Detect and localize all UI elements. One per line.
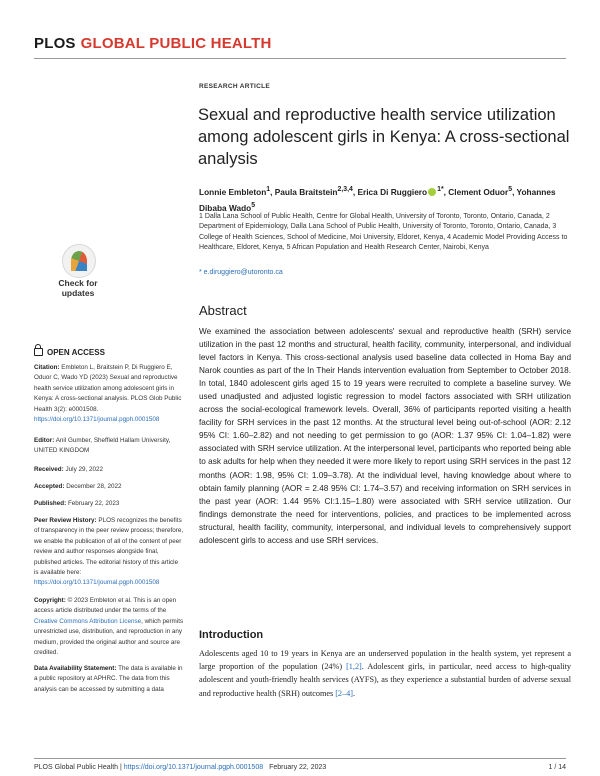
peer-review-doi-link[interactable]: https://doi.org/10.1371/journal.pgph.0001508 bbox=[34, 579, 160, 587]
affiliation: 3 College of Health Sciences, School of Medicine, Moi University, Eldoret, Kenya, bbox=[199, 223, 557, 241]
introduction-heading: Introduction bbox=[199, 629, 264, 641]
affiliation: 5 African Population and Health Research Center, Nairobi, Kenya bbox=[286, 244, 489, 252]
affiliations bbox=[199, 212, 569, 254]
corresponding-email-link[interactable]: * e.diruggiero@utoronto.ca bbox=[199, 269, 283, 276]
badge-line2: updates bbox=[61, 288, 95, 298]
abstract-text: We examined the association between adolescents' sexual and reproductive health (SRH) service utilization in the past 12 months and structural, health facility, community, interpersonal, and individual level factors in Kenya. This cross-sectional analysis used baseline data collected in Homa Bay and Narok counties as part of the In Their Hands intervention evaluation from September to October 2018. In total, 1840 adolescent girls aged 15 to 19 years were recruited to complete a baseline survey. We used unadjusted and adjusted logistic regression to model factors associated with SRH utilization across the social-ecological framework levels. Overall, 36% of participants reported visiting a health facility for SRH services in the past 12 months. At the structural level being out-of-school (AOR: 2.12 95% CI: 1.60–2.82) and not needing to get permission to go (AOR: 1.37 95% CI: 1.04–1.82) were associated with SRH service utilization. At the interpersonal level, participants who reported being able to ask adults for help when they needed it were more likely to report using SRH services in the past 12 months (AOR: 1.98, 95% CI: 1.09–3.78). At the individual level, having knowledge about where to obtain family planning (AOR = 2.48 95% CI: 1.74–3.57) and receiving information on SRH services in the past year (AOR: 1.44 95% CI:1.15–1.80) were associated with SRH service utilization. Our findings demonstrate the need for interventions, policies, and practices to be implemented across structural, health facility, community, interpersonal, and individual levels to comprehensively support adolescent girls to access and use SRH services. bbox=[199, 327, 571, 545]
footer-rule bbox=[34, 758, 566, 759]
badge-line1: Check for bbox=[58, 278, 98, 288]
author: Yohannes Dibaba Wado bbox=[199, 186, 556, 213]
author-list: Lonnie Embleton$^1$, Paula Braitstein$^{2,3,4}$, Erica Di Ruggiero $^{1*}$, Clement Oduor$^5$, Yohannes Dibaba Wado$^5$ bbox=[199, 186, 556, 213]
crossmark-icon bbox=[62, 244, 96, 278]
author: Lonnie Embleton bbox=[199, 186, 267, 197]
header-rule bbox=[34, 58, 566, 59]
introduction-text: Adolescents aged 10 to 19 years in Kenya are an underserved population in the health system, yet represent a large proportion of the population (24%) [1,2]. Adolescent girls, in particular, need access to high-quality adolescent and youth-friendly health services (AYFS), as they experience a substantial burden of adverse sexual and reproductive health (SRH) outcomes [2–4]. bbox=[199, 649, 571, 698]
author: Paula Braitstein bbox=[274, 186, 338, 197]
author: Clement Oduor bbox=[448, 186, 509, 197]
article-type: RESEARCH ARTICLE bbox=[199, 83, 271, 90]
reference-link[interactable]: [2–4] bbox=[335, 688, 353, 698]
journal-plos: PLOS bbox=[34, 35, 76, 52]
peer-review-block: Peer Review History: PLOS recognizes the benefits of transparency in the peer review process; therefore, we enable the publication of all of the content of peer review and author responses alongside final, published articles. The editorial history of this article is available here: https://doi.org/10.1371/journal.pgph.0001508 bbox=[34, 517, 184, 587]
published-date: Published: February 22, 2023 bbox=[34, 500, 120, 507]
license-link[interactable]: Creative Commons Attribution License bbox=[34, 617, 142, 625]
abstract-heading: Abstract bbox=[199, 303, 247, 318]
open-lock-icon bbox=[34, 348, 43, 356]
reference-link[interactable]: [1,2] bbox=[346, 662, 362, 672]
page-number: 1 / 14 bbox=[548, 764, 566, 771]
journal-header bbox=[34, 35, 272, 52]
citation-doi-link[interactable]: https://doi.org/10.1371/journal.pgph.0001508 bbox=[34, 416, 160, 424]
footer-date: February 22, 2023 bbox=[269, 764, 327, 771]
footer-doi-link[interactable]: https://doi.org/10.1371/journal.pgph.0001508 bbox=[123, 764, 264, 771]
page-footer: PLOS Global Public Health | https://doi.org/10.1371/journal.pgph.0001508 February 22, 2023 1 / 14 bbox=[34, 764, 566, 771]
accepted-date: Accepted: December 28, 2022 bbox=[34, 483, 122, 490]
copyright-block: Copyright: © 2023 Embleton et al. This is an open access article distributed under the terms of the Creative Commons Attribution License, which permits unrestricted use, distribution, and reproduction in any medium, provided the original author and source are credited. bbox=[34, 597, 184, 657]
data-availability-block: Data Availability Statement: The data is available in a public repository at APHRC. The data from this analysis can be accessed by submitting a data bbox=[34, 665, 183, 693]
affiliation: 4 Academic Model Providing Access to Healthcare, Eldoret, Kenya, bbox=[199, 233, 568, 252]
check-for-updates-badge[interactable] bbox=[58, 244, 109, 302]
affiliation: 1 Dalla Lana School of Public Health, Centre for Global Health, University of Toronto, Toronto, Ontario, Canada, bbox=[199, 213, 544, 220]
affiliation: 2 Department of Epidemiology, Dalla Lana School of Public Health, University of Toronto, Toronto, Ontario, Canada, bbox=[199, 213, 551, 231]
author: Erica Di Ruggiero bbox=[357, 186, 428, 197]
journal-name: GLOBAL PUBLIC HEALTH bbox=[80, 35, 272, 52]
open-access-label: OPEN ACCESS bbox=[34, 347, 105, 357]
editor-block: Editor: Anil Gumber, Sheffield Hallam University, UNITED KINGDOM bbox=[34, 437, 171, 455]
citation-block: Citation: Embleton L, Braitstein P, Di Ruggiero E, Oduor C, Wado YD (2023) Sexual and reproductive health service utilization among adolescent girls in Kenya: A cross-sectional analysis. PLOS Glob Public Health 3(2): e0001508. https://doi.org/10.1371/journal.pgph.0001508 bbox=[34, 364, 182, 424]
received-date: Received: July 29, 2022 bbox=[34, 466, 103, 473]
orcid-icon[interactable] bbox=[428, 188, 436, 196]
footer-journal: PLOS Global Public Health bbox=[34, 764, 119, 771]
article-title: Sexual and reproductive health service utilization among adolescent girls in Kenya: A cross-sectional analysis bbox=[198, 106, 570, 168]
